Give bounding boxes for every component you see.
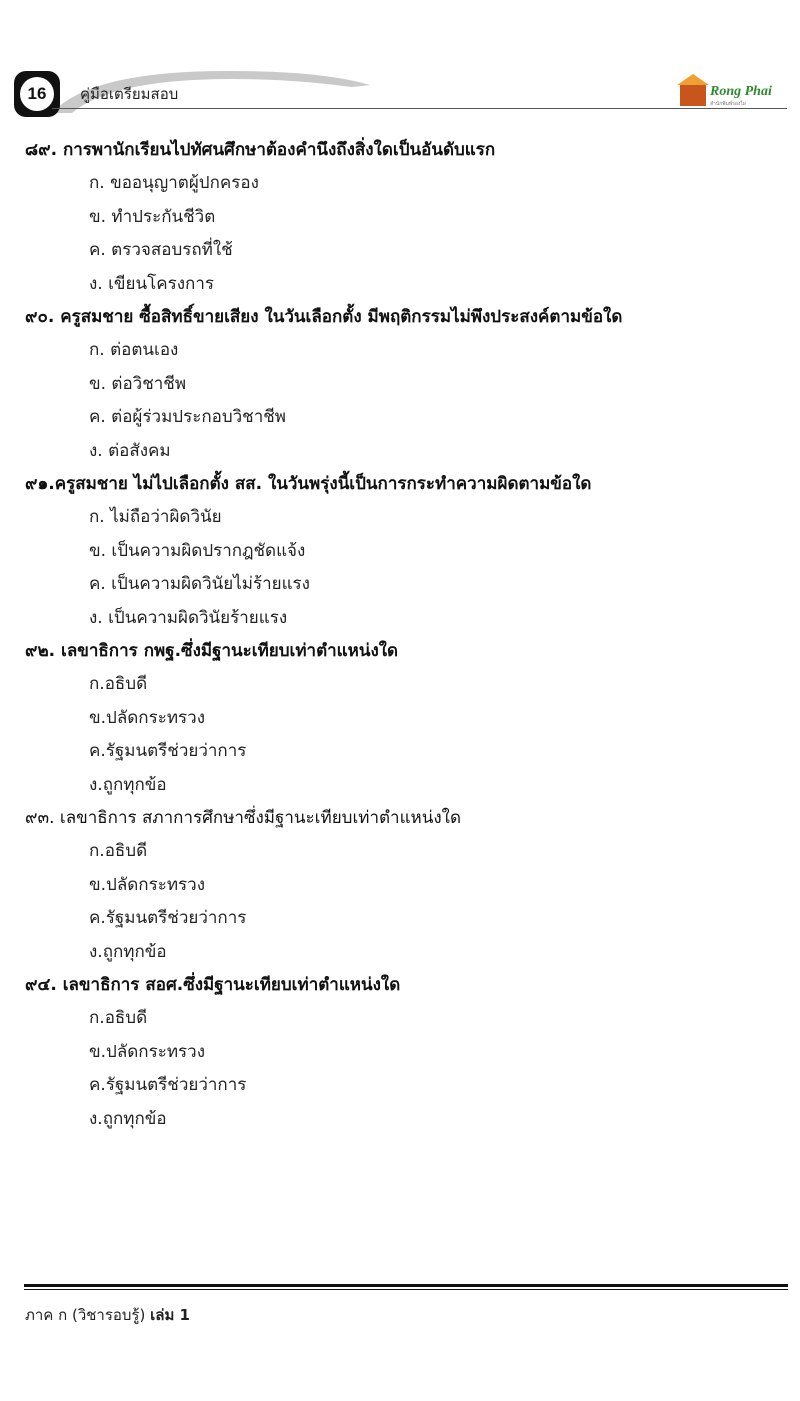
question-block: [0, 802, 800, 969]
question-text: ๙๒. เลขาธิการ กพฐ.ซึ่งมีฐานะเทียบเท่าตำแหน่งใด: [25, 641, 399, 661]
choice-item: ค.รัฐมนตรีช่วยว่าการ: [89, 741, 247, 761]
question-block: [0, 468, 800, 635]
choice-item: ก. ต่อตนเอง: [89, 340, 179, 360]
choice-item: ง.ถูกทุกข้อ: [89, 774, 167, 795]
choice-item: ข. เป็นความผิดปรากฎชัดแจ้ง: [89, 540, 306, 561]
house-icon: [680, 84, 706, 106]
choice-item: ค. ตรวจสอบรถที่ใช้: [89, 240, 233, 260]
choice-item: ค. ต่อผู้ร่วมประกอบวิชาชีพ: [89, 407, 286, 427]
choice-item: ง.ถูกทุกข้อ: [89, 941, 167, 962]
choice-item: ก.อธิบดี: [89, 841, 148, 861]
choice-item: ง. ต่อสังคม: [89, 440, 171, 461]
question-text: ๘๙. การพานักเรียนไปทัศนศึกษาต้องคำนึงถึงสิ่งใดเป็นอันดับแรก: [25, 140, 496, 160]
question-text: ๙๔. เลขาธิการ สอศ.ซึ่งมีฐานะเทียบเท่าตำแหน่งใด: [25, 975, 401, 995]
choice-item: ข.ปลัดกระทรวง: [89, 707, 206, 728]
page-header: [0, 60, 800, 115]
question-block: [0, 969, 800, 1136]
logo-text: Rong Phai: [710, 84, 772, 99]
question-text: ๙๐. ครูสมชาย ซื้อสิทธิ์ขายเสียง ในวันเลือกตั้ง มีพฤติกรรมไม่พึงประสงค์ตามข้อใด: [25, 307, 623, 327]
footer-volume: เล่ม 1: [150, 1306, 190, 1324]
choice-item: ง.ถูกทุกข้อ: [89, 1108, 167, 1129]
choice-item: ข. ต่อวิชาชีพ: [89, 373, 187, 394]
question-list: [0, 134, 800, 1136]
header-title: คู่มือเตรียมสอบ: [80, 85, 179, 103]
choice-item: ง. เขียนโครงการ: [89, 273, 215, 294]
choice-item: ข.ปลัดกระทรวง: [89, 1041, 206, 1062]
page-number-badge: [14, 71, 60, 117]
choice-item: ค. เป็นความผิดวินัยไม่ร้ายแรง: [89, 574, 310, 594]
question-text: ๙๑.ครูสมชาย ไม่ไปเลือกตั้ง สส. ในวันพรุ่งนี้เป็นการกระทำความผิดตามข้อใด: [25, 474, 592, 494]
page-number: 16: [20, 77, 54, 111]
choice-item: ก.อธิบดี: [89, 674, 148, 694]
choice-item: ก. ขออนุญาตผู้ปกครอง: [89, 173, 259, 193]
page-footer: [25, 1303, 190, 1327]
choice-item: ก. ไม่ถือว่าผิดวินัย: [89, 507, 222, 527]
choice-item: ค.รัฐมนตรีช่วยว่าการ: [89, 1075, 247, 1095]
choice-item: ก.อธิบดี: [89, 1008, 148, 1028]
footer-divider-thin: [24, 1289, 788, 1290]
choice-item: ง. เป็นความผิดวินัยร้ายแรง: [89, 607, 288, 628]
question-block: [0, 301, 800, 468]
footer-divider: [24, 1284, 788, 1287]
question-block: [0, 134, 800, 301]
choice-item: ข.ปลัดกระทรวง: [89, 874, 206, 895]
logo-subtext: สำนักพิมพ์รองไผ่: [710, 101, 746, 107]
question-block: [0, 635, 800, 802]
question-text: ๙๓. เลขาธิการ สภาการศึกษาซึ่งมีฐานะเทียบเท่าตำแหน่งใด: [25, 808, 462, 828]
footer-section: ภาค ก (วิชารอบรู้): [25, 1306, 146, 1324]
choice-item: ข. ทำประกันชีวิต: [89, 206, 216, 227]
publisher-logo: [680, 72, 790, 108]
choice-item: ค.รัฐมนตรีช่วยว่าการ: [89, 908, 247, 928]
header-divider: [52, 108, 787, 109]
